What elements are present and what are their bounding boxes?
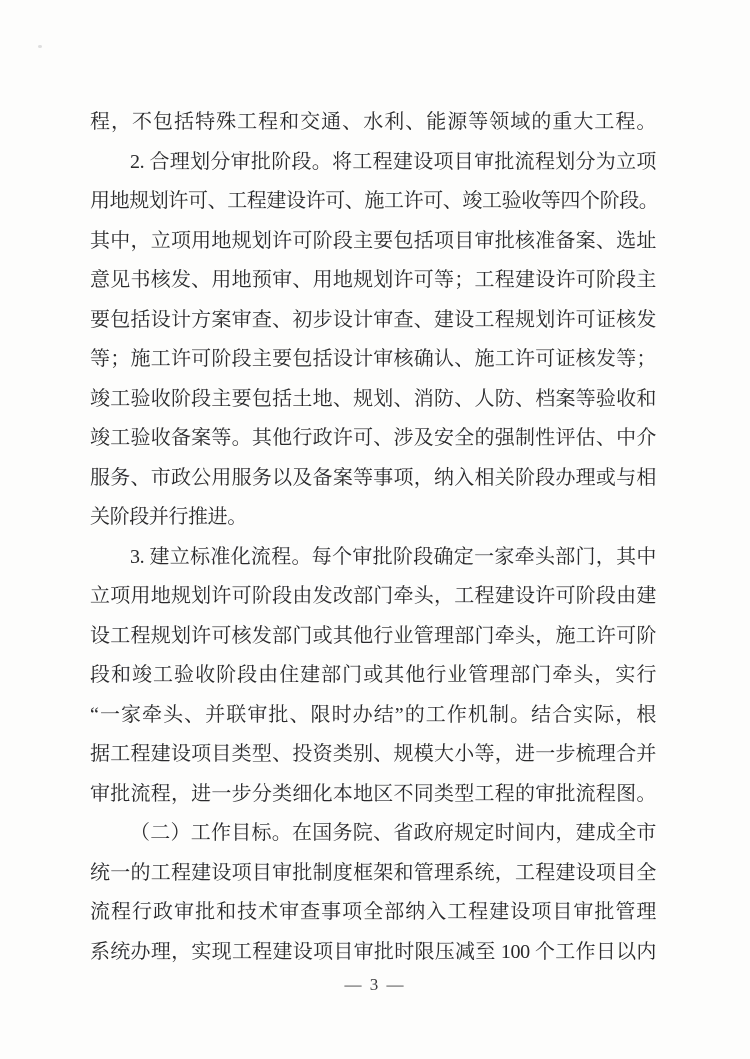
scan-speck-artifact (38, 45, 42, 48)
text-line: 审批流程，进一步分类细化本地区不同类型工程的审批流程图。 (90, 782, 656, 805)
text-line: 设工程规划许可核发部门或其他行业管理部门牵头，施工许可阶 (90, 624, 656, 647)
text-line: 等；施工许可阶段主要包括设计审核确认、施工许可证核发等； (90, 348, 656, 370)
text-line: 其中，立项用地规划许可阶段主要包括项目审批核准备案、选址 (90, 229, 656, 252)
text-line: 要包括设计方案审查、初步设计审查、建设工程规划许可证核发 (90, 308, 656, 331)
text-line: 程，不包括特殊工程和交通、水利、能源等领域的重大工程。 (90, 111, 656, 133)
text-line: 据工程建设项目类型、投资类别、规模大小等，进一步梳理合并 (90, 743, 656, 765)
text-line: 关阶段并行推进。 (90, 506, 247, 528)
text-line: “一家牵头、并联审批、限时办结”的工作机制。结合实际，根 (90, 703, 656, 726)
text-line: 竣工验收阶段主要包括土地、规划、消防、人防、档案等验收和 (90, 387, 656, 410)
text-line: 立项用地规划许可阶段由发改部门牵头，工程建设许可阶段由建 (90, 585, 656, 607)
text-line: 竣工验收备案等。其他行政许可、涉及安全的强制性评估、中介 (90, 427, 656, 449)
text-line: 服务、市政公用服务以及备案等事项，纳入相关阶段办理或与相 (90, 466, 656, 489)
page-number: — 3 — (344, 975, 406, 994)
text-line: 流程行政审批和技术审查事项全部纳入工程建设项目审批管理 (90, 901, 656, 923)
document-body (90, 103, 659, 972)
text-line: 意见书核发、用地预审、用地规划许可等；工程建设许可阶段主 (90, 269, 656, 291)
text-line: 段和竣工验收阶段由住建部门或其他行业管理部门牵头，实行 (90, 664, 656, 686)
text-line: 系统办理，实现工程建设项目审批时限压减至 100 个工作日以内 (90, 940, 656, 963)
text-line: 3. 建立标准化流程。每个审批阶段确定一家牵头部门，其中 (130, 545, 656, 568)
text-line: 统一的工程建设项目审批制度框架和管理系统，工程建设项目全 (90, 861, 656, 884)
text-line: 用地规划许可、工程建设许可、施工许可、竣工验收等四个阶段。 (90, 190, 659, 212)
text-line: （二）工作目标。在国务院、省政府规定时间内，建成全市 (130, 822, 656, 844)
text-line: 2. 合理划分审批阶段。将工程建设项目审批流程划分为立项 (130, 150, 656, 173)
